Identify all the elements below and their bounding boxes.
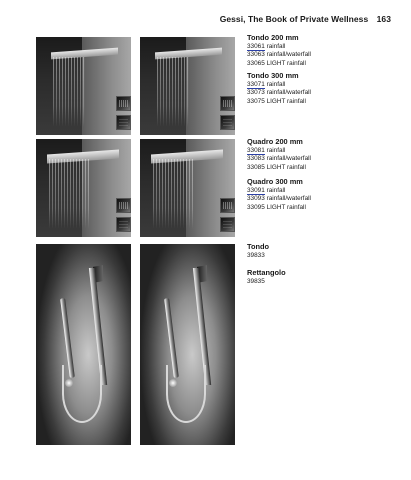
finish-thumbnail (220, 198, 235, 213)
spec-title: Quadro 300 mm (247, 177, 303, 186)
product-desc: rainfall/waterfall (266, 195, 311, 203)
product-desc: LIGHT rainfall (266, 97, 306, 105)
product-code[interactable]: 33071 (247, 81, 265, 88)
handshower-photo-left (36, 244, 131, 445)
product-desc: rainfall (266, 43, 286, 50)
finish-thumbnail (220, 217, 235, 232)
product-desc: LIGHT rainfall (266, 163, 306, 171)
spec-title: Rettangolo (247, 268, 286, 277)
spec-tondo-handshower (247, 242, 269, 260)
product-code: 33093 (247, 195, 265, 203)
product-desc: rainfall (266, 187, 286, 194)
spec-title: Tondo 300 mm (247, 71, 299, 80)
handshower-photo-right (140, 244, 235, 445)
page-number: 163 (376, 14, 391, 24)
spec-title: Tondo (247, 242, 270, 251)
product-desc: LIGHT rainfall (266, 203, 306, 211)
page-header (220, 14, 391, 24)
product-desc: rainfall/waterfall (266, 155, 311, 163)
spec-rettangolo-handshower (247, 268, 286, 286)
product-code[interactable]: 33081 (247, 147, 265, 154)
product-code: 33085 (247, 163, 265, 171)
finish-thumbnails-4 (220, 198, 233, 236)
spec-title: Quadro 200 mm (247, 137, 303, 146)
finish-thumbnail (116, 217, 131, 232)
product-code: 39835 (247, 278, 265, 285)
finish-thumbnail (220, 96, 235, 111)
product-code: 33065 (247, 59, 265, 67)
spec-quadro-200 (247, 137, 311, 172)
product-code[interactable]: 33061 (247, 43, 265, 50)
product-desc: rainfall (266, 81, 286, 88)
product-code: 33073 (247, 89, 265, 97)
finish-thumbnails-1 (116, 96, 129, 134)
product-code[interactable]: 33091 (247, 187, 265, 194)
product-code: 33095 (247, 203, 265, 211)
spec-tondo-300 (247, 71, 311, 106)
finish-thumbnails-3 (116, 198, 129, 236)
product-code: 33075 (247, 97, 265, 105)
finish-thumbnails-2 (220, 96, 233, 134)
product-desc: rainfall/waterfall (266, 51, 311, 59)
book-title: Gessi, The Book of Private Wellness (219, 14, 369, 24)
product-code: 39833 (247, 252, 265, 259)
product-desc: LIGHT rainfall (266, 59, 306, 67)
product-code: 33063 (247, 51, 265, 59)
finish-thumbnail (116, 96, 131, 111)
spec-title: Tondo 200 mm (247, 33, 299, 42)
finish-thumbnail (116, 115, 131, 130)
spec-tondo-200 (247, 33, 311, 68)
product-code: 33083 (247, 155, 265, 163)
finish-thumbnail (116, 198, 131, 213)
product-desc: rainfall/waterfall (266, 89, 311, 97)
product-desc: rainfall (266, 147, 286, 154)
spec-quadro-300 (247, 177, 311, 212)
finish-thumbnail (220, 115, 235, 130)
